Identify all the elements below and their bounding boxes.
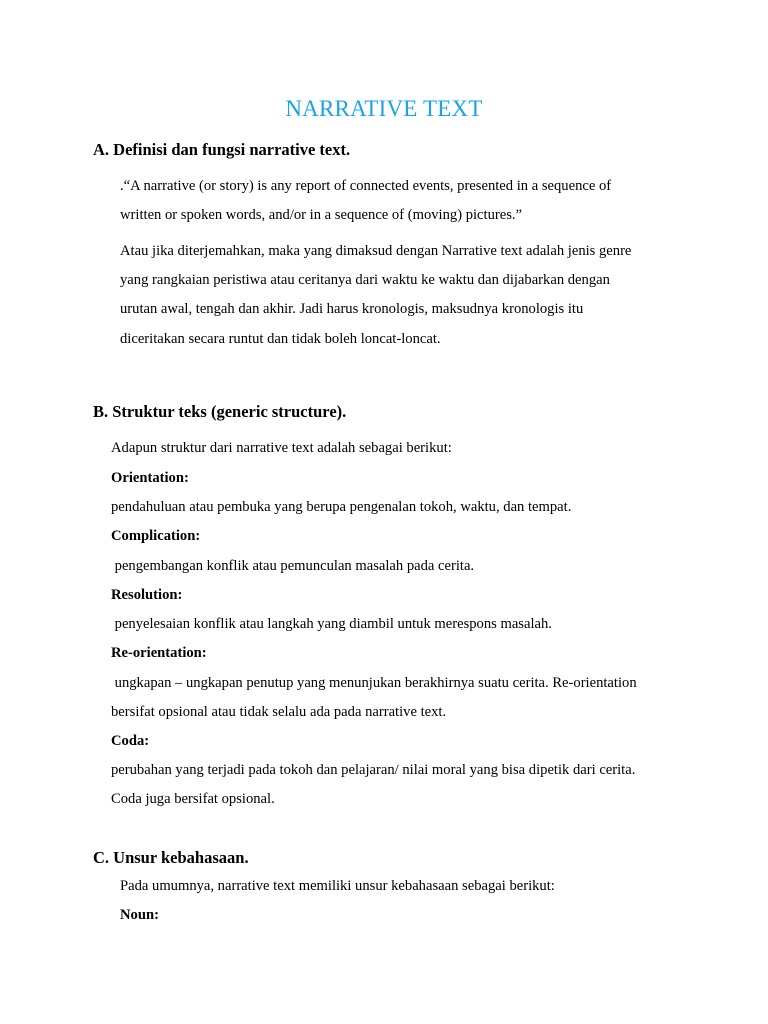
section-c-heading: C. Unsur kebahasaan.	[93, 848, 249, 867]
orientation-label: Orientation:	[111, 470, 189, 486]
resolution-text: penyelesaian konflik atau langkah yang diambil untuk merespons masalah.	[111, 616, 552, 632]
paragraph-line: diceritakan secara runtut dan tidak boleh loncat-loncat.	[120, 331, 441, 347]
reorientation-label: Re-orientation:	[111, 645, 207, 661]
reorientation-text: ungkapan – ungkapan penutup yang menunjukan berakhirnya suatu cerita. Re-orientation	[111, 675, 637, 691]
section-a-heading: A. Definisi dan fungsi narrative text.	[93, 140, 351, 159]
paragraph-line: yang rangkaian peristiwa atau ceritanya dari waktu ke waktu dan dijabarkan dengan	[120, 272, 610, 288]
quote-line: written or spoken words, and/or in a sequence of (moving) pictures.”	[120, 207, 523, 223]
coda-label: Coda:	[111, 733, 150, 749]
section-b-intro: Adapun struktur dari narrative text adalah sebagai berikut:	[111, 440, 452, 456]
section-b-heading: B. Struktur teks (generic structure).	[93, 402, 347, 421]
reorientation-text: bersifat opsional atau tidak selalu ada pada narrative text.	[111, 704, 447, 720]
paragraph-line: urutan awal, tengah dan akhir. Jadi harus kronologis, maksudnya kronologis itu	[120, 301, 584, 317]
complication-text: pengembangan konflik atau pemunculan masalah pada cerita.	[111, 558, 475, 574]
noun-label: Noun:	[120, 907, 159, 923]
document-title: NARRATIVE TEXT	[285, 96, 483, 121]
paragraph-line: Atau jika diterjemahkan, maka yang dimaksud dengan Narrative text adalah jenis genre	[120, 243, 632, 259]
orientation-text: pendahuluan atau pembuka yang berupa pengenalan tokoh, waktu, dan tempat.	[111, 499, 572, 515]
coda-text: Coda juga bersifat opsional.	[111, 791, 275, 807]
coda-text: perubahan yang terjadi pada tokoh dan pelajaran/ nilai moral yang bisa dipetik dari cerita.	[111, 762, 636, 778]
quote-line: .“A narrative (or story) is any report of connected events, presented in a sequence of	[120, 178, 612, 194]
complication-label: Complication:	[111, 528, 201, 544]
section-c-intro: Pada umumnya, narrative text memiliki unsur kebahasaan sebagai berikut:	[120, 878, 555, 894]
resolution-label: Resolution:	[111, 587, 183, 603]
